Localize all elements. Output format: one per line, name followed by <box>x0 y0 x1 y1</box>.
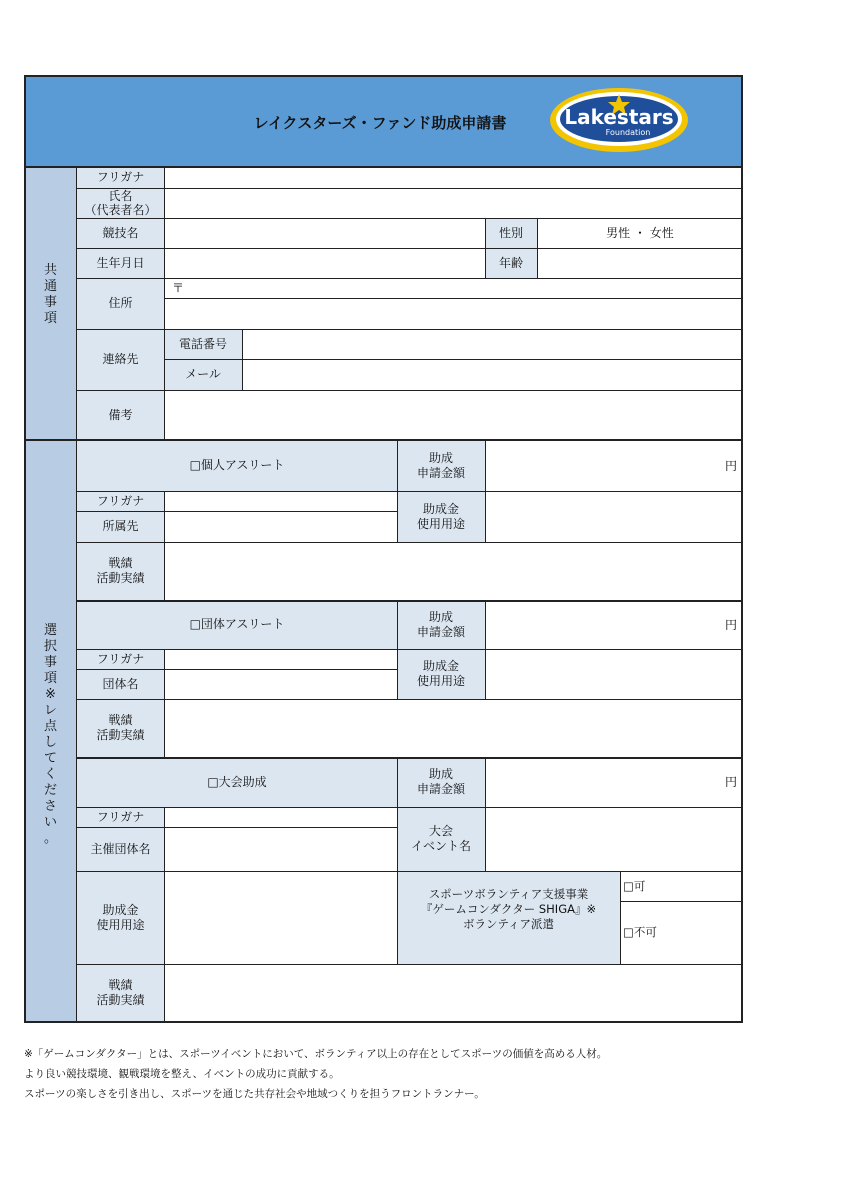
postal-mark: 〒 <box>172 280 185 295</box>
event-name-input[interactable] <box>486 808 742 871</box>
organizer-label: 主催団体名 <box>90 841 151 856</box>
individual-usage-input[interactable] <box>486 492 742 542</box>
common-section-text: 共 通 事 項 <box>43 263 57 326</box>
event-name-line1: 大会 <box>428 824 453 838</box>
individual-amount-label <box>397 440 485 491</box>
event-usage-input[interactable] <box>165 872 397 964</box>
volunteer-ng-checkbox[interactable]: □不可 <box>623 925 657 939</box>
name-label-line2: （代表者名） <box>84 203 157 217</box>
group-amount-input[interactable]: 円 <box>724 617 737 632</box>
event-furigana-label: フリガナ <box>96 809 145 824</box>
address-label: 住所 <box>108 296 133 310</box>
group-furigana-label: フリガナ <box>96 651 145 666</box>
logo-subtext: Foundation <box>605 128 651 137</box>
individual-record-input[interactable] <box>165 543 742 600</box>
name-label <box>77 188 164 218</box>
affiliation-input[interactable] <box>165 512 397 542</box>
sport-input[interactable] <box>165 219 484 248</box>
volunteer-line3: ボランティア派遣 <box>462 916 555 931</box>
event-record-label <box>77 964 164 1022</box>
address-input[interactable] <box>165 299 742 329</box>
amount-line1: 助成 <box>428 767 453 781</box>
event-record-input[interactable] <box>165 965 742 1022</box>
amount-line1: 助成 <box>428 450 453 465</box>
age-input[interactable] <box>538 249 742 278</box>
usage-line2: 使用用途 <box>416 516 465 531</box>
volunteer-line1: スポーツボランティア支援事業 <box>428 886 589 901</box>
event-name-label <box>397 807 485 871</box>
remarks-label: 備考 <box>108 407 133 422</box>
organizer-input[interactable] <box>165 828 397 871</box>
common-section-label <box>24 240 77 350</box>
footnote-1: ※「ゲームコンダクター」とは、スポーツイベントにおいて、ボランティア以上の存在としてスポーツの価値を高める人材。 <box>24 1048 608 1060</box>
birth-label: 生年月日 <box>96 255 145 270</box>
group-checkbox[interactable]: □団体アスリート <box>189 617 285 631</box>
volunteer-line2: 『ゲームコンダクター SHIGA』※ <box>420 901 597 916</box>
individual-furigana-label: フリガナ <box>96 493 145 508</box>
individual-usage-label <box>397 491 485 542</box>
record-line2: 活動実績 <box>96 571 145 585</box>
group-amount-label <box>397 600 485 649</box>
event-checkbox[interactable]: □大会助成 <box>207 774 267 789</box>
amount-line2: 申請金額 <box>416 782 465 796</box>
phone-label: 電話番号 <box>178 336 227 351</box>
event-amount-input[interactable]: 円 <box>724 775 737 789</box>
usage-line2: 使用用途 <box>416 674 465 688</box>
individual-amount-input[interactable]: 円 <box>724 458 737 473</box>
name-label-line1: 氏名 <box>108 189 133 203</box>
record-line1: 戦績 <box>108 556 133 570</box>
group-usage-input[interactable] <box>486 650 742 699</box>
amount-line2: 申請金額 <box>416 624 465 639</box>
event-furigana-input[interactable] <box>165 808 397 827</box>
volunteer-label <box>397 871 620 947</box>
amount-line1: 助成 <box>428 609 453 624</box>
gender-select[interactable]: 男性 ・ 女性 <box>606 225 674 240</box>
record-line2: 活動実績 <box>96 728 145 742</box>
group-record-input[interactable] <box>165 700 742 757</box>
group-name-input[interactable] <box>165 670 397 699</box>
phone-input[interactable] <box>243 330 742 359</box>
mail-label: メール <box>185 367 221 381</box>
select-section-text: 選 択 事 項 ※ レ 点 し て く だ さ い 。 <box>43 623 57 846</box>
name-input[interactable] <box>165 189 742 218</box>
logo-text: Lakestars <box>564 105 674 129</box>
footnote-2: より良い競技環境、観戦環境を整え、イベントの成功に貢献する。 <box>24 1068 340 1080</box>
usage-line2: 使用用途 <box>96 917 145 932</box>
group-record-label <box>77 699 164 757</box>
volunteer-ok-checkbox[interactable]: □可 <box>623 878 646 893</box>
furigana-input[interactable] <box>165 168 742 188</box>
form-title: レイクスターズ・ファンド助成申請書 <box>253 113 507 132</box>
event-name-line2: イベント名 <box>410 839 471 853</box>
individual-checkbox[interactable]: □個人アスリート <box>189 458 285 472</box>
usage-line1: 助成金 <box>102 902 139 917</box>
age-label: 年齢 <box>498 255 523 270</box>
group-furigana-input[interactable] <box>165 650 397 669</box>
group-name-label: 団体名 <box>102 676 139 691</box>
individual-record-label <box>77 542 164 600</box>
furigana-label: フリガナ <box>96 170 145 184</box>
amount-line2: 申請金額 <box>416 465 465 480</box>
mail-input[interactable] <box>243 360 742 390</box>
contact-label: 連絡先 <box>102 352 139 366</box>
group-usage-label <box>397 649 485 699</box>
remarks-input[interactable] <box>165 391 742 439</box>
usage-line1: 助成金 <box>422 659 459 673</box>
footnote-3: スポーツの楽しさを引き出し、スポーツを通じた共存社会や地域つくりを担うフロントランナー。 <box>24 1088 485 1100</box>
individual-furigana-input[interactable] <box>165 492 397 511</box>
select-section-label <box>24 623 77 846</box>
birth-input[interactable] <box>165 249 484 278</box>
sport-label: 競技名 <box>102 225 139 240</box>
affiliation-label: 所属先 <box>102 519 139 533</box>
postal-input[interactable] <box>205 279 742 298</box>
usage-line1: 助成金 <box>422 501 459 516</box>
gender-label: 性別 <box>498 225 523 240</box>
event-usage-label <box>77 871 164 964</box>
record-line1: 戦績 <box>108 978 133 992</box>
record-line1: 戦績 <box>108 713 133 727</box>
event-amount-label <box>397 757 485 807</box>
record-line2: 活動実績 <box>96 993 145 1007</box>
